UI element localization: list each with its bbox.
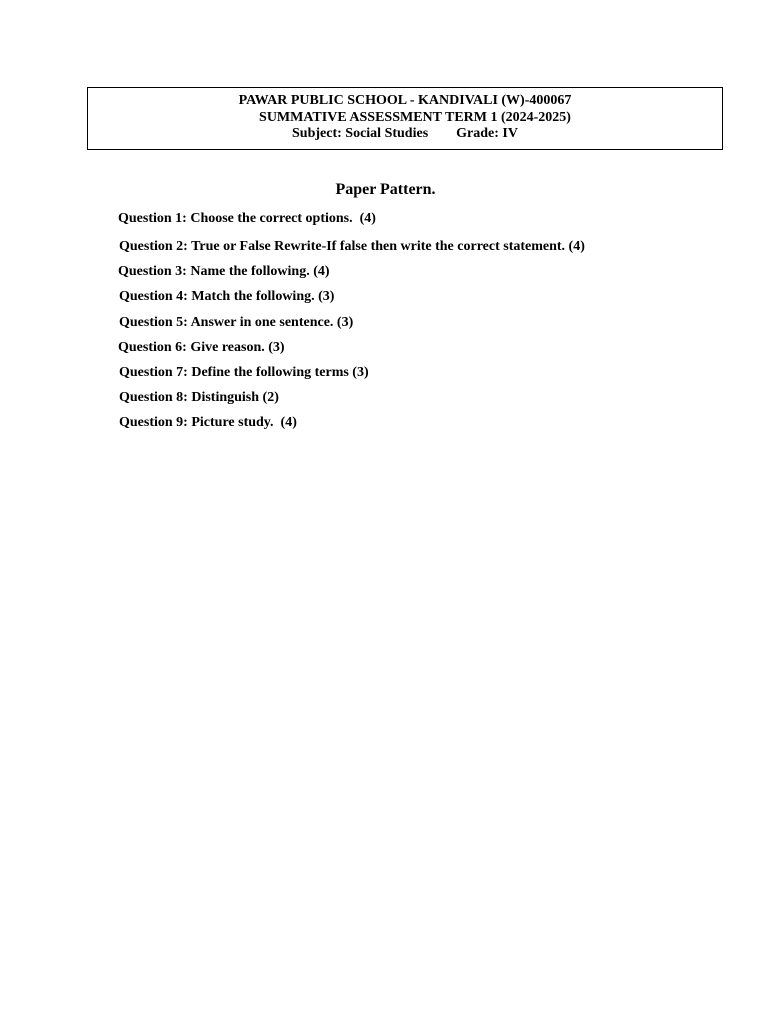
grade-label: Grade: IV [456, 126, 518, 141]
header-box [87, 87, 723, 150]
assessment-title: SUMMATIVE ASSESSMENT TERM 1 (2024-2025) [259, 109, 571, 125]
question-4: Question 4: Match the following. (3) [119, 289, 335, 304]
question-5: Question 5: Answer in one sentence. (3) [119, 315, 354, 330]
question-8: Question 8: Distinguish (2) [119, 390, 279, 405]
school-name: PAWAR PUBLIC SCHOOL - KANDIVALI (W)-400067 [238, 93, 572, 108]
question-2: Question 2: True or False Rewrite-If false then write the correct statement. (4) [119, 239, 585, 254]
subject-grade-row [88, 126, 722, 143]
question-1: Question 1: Choose the correct options. (4) [118, 211, 376, 226]
subject-label: Subject: Social Studies [292, 126, 429, 141]
question-6: Question 6: Give reason. (3) [118, 340, 285, 355]
question-7: Question 7: Define the following terms (3) [119, 365, 369, 380]
question-9: Question 9: Picture study. (4) [119, 415, 297, 430]
page-title: Paper Pattern. [335, 181, 436, 198]
question-3: Question 3: Name the following. (4) [118, 264, 330, 279]
